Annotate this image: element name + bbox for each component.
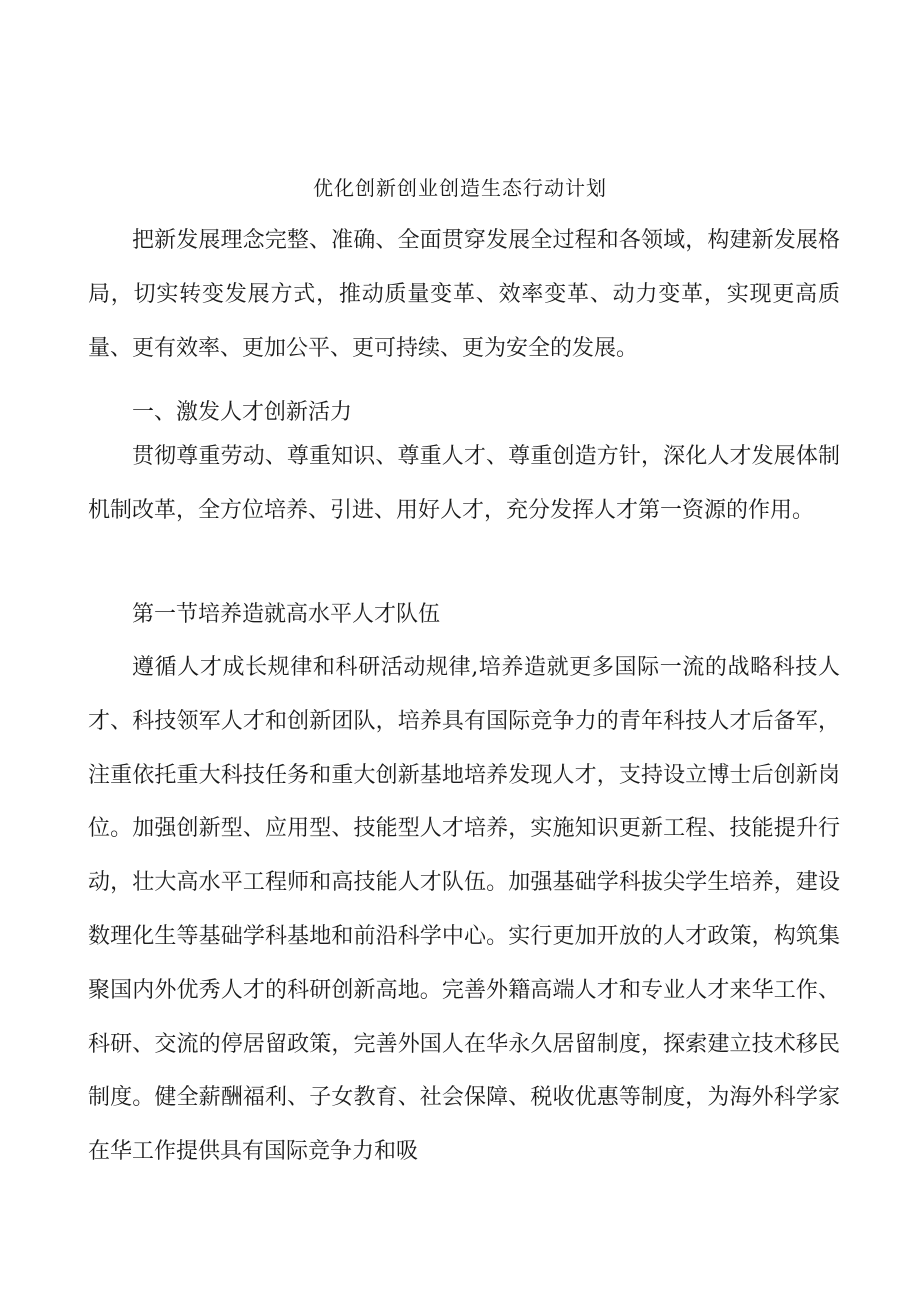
section-heading: 一、激发人才创新活力	[132, 400, 353, 425]
intro-paragraph: 把新发展理念完整、准确、全面贯穿发展全过程和各领域，构建新发展格局，切实转变发展方式，推动质量变革、效率变革、动力变革，实现更高质量、更有效率、更加公平、更可持续、更为安全的发展。	[88, 228, 840, 361]
subsection-heading: 第一节培养造就高水平人才队伍	[132, 602, 441, 627]
document-title: 优化创新创业创造生态行动计划	[313, 176, 607, 200]
subsection-paragraph: 遵循人才成长规律和科研活动规律,培养造就更多国际一流的战略科技人才、科技领军人才和创新团队，培养具有国际竞争力的青年科技人才后备军，注重依托重大科技任务和重大创新基地培养发现人才，支持设立博士后创新岗位。加强创新型、应用型、技能型人才培养，实施知识更新工程、技能提升行动，壮大高水平工程师和高技能人才队伍。加强基础学科拔尖学生培养，建设数理化生等基础学科基地和前沿科学中心。实行更加开放的人才政策，构筑集聚国内外优秀人才的科研创新高地。完善外籍高端人才和专业人才来华工作、科研、交流的停居留政策，完善外国人在华永久居留制度，探索建立技术移民制度。健全薪酬福利、子女教育、社会保障、税收优惠等制度，为海外科学家在华工作提供具有国际竞争力和吸	[88, 655, 840, 1165]
section-paragraph: 贯彻尊重劳动、尊重知识、尊重人才、尊重创造方针，深化人才发展体制机制改革，全方位培养、引进、用好人才，充分发挥人才第一资源的作用。	[88, 444, 840, 523]
